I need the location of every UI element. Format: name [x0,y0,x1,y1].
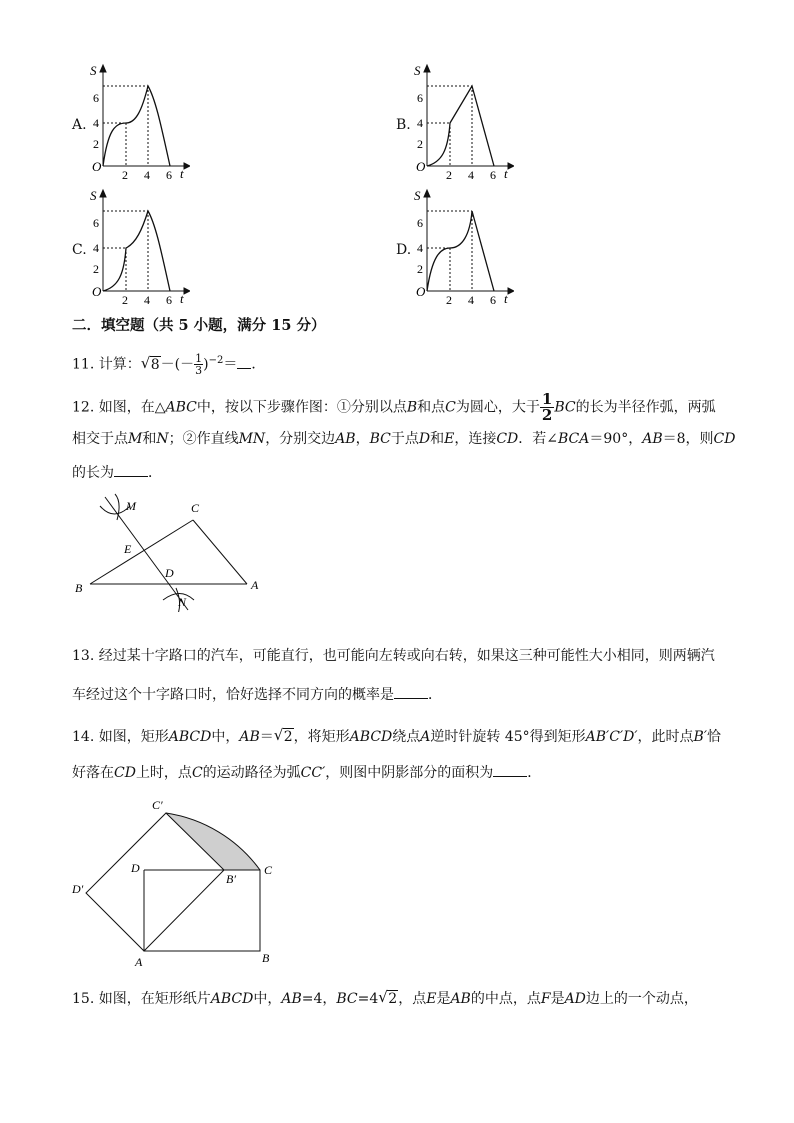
sqrt-2: √ 2 [274,726,294,748]
sqrt-8: √ 8 [141,354,161,376]
svg-text:S: S [414,63,421,78]
svg-text:2: 2 [446,168,452,180]
svg-text:D: D [165,566,174,580]
axis-s-label: S [90,63,97,78]
svg-text:4: 4 [468,293,474,305]
answer-blank-12 [114,476,148,477]
svg-text:6: 6 [490,168,496,180]
question-12-line-2: 相交于点M和N；②作直线MN，分别交边AB，BC于点D和E，连接CD．若∠BCA＝90°，AB＝8，则CD [72,431,736,447]
svg-text:S: S [90,188,97,203]
rectangle-ABCD [144,870,260,951]
question-11: 11. 计算：√ 8－(－ $\frac{1}{3}$ )$^{-2}$＝ ． [72,350,265,376]
origin-label: O [92,159,102,174]
svg-text:4: 4 [144,168,150,180]
svg-text:t: t [504,166,508,180]
figure-14 [68,795,288,970]
shaded-region [166,813,260,870]
fraction-one-third: $\frac{1}{3}$ [195,352,203,378]
sqrt-2-q15: √ 2 [378,988,398,1010]
section-heading: 二．填空题（共 5 小题，满分 15 分） [72,317,326,334]
option-d-label: D. [396,242,412,258]
svg-text:B: B [75,581,83,595]
arc-top-2 [115,494,119,520]
svg-text:O: O [416,159,426,174]
question-15-line-1: 15. 如图，在矩形纸片ABCD中，AB=4，BC=4√ 2，点E是AB的中点，点F是AD边上的一个动点， [72,988,698,1010]
svg-text:B′: B′ [226,872,236,886]
answer-blank-13 [394,698,428,699]
svg-text:C′: C′ [152,798,163,812]
question-12-line-3: 的长为 ． [72,465,162,481]
svg-text:4: 4 [144,293,150,305]
svg-text:D: D [131,861,140,875]
svg-text:C: C [264,863,273,877]
graph-option-c [70,185,190,305]
option-c-label: C. [72,242,87,258]
segment-CA [193,520,247,584]
svg-text:2: 2 [93,262,99,276]
svg-text:4: 4 [417,241,423,255]
svg-text:4: 4 [468,168,474,180]
segment-BC [90,520,193,584]
svg-text:S: S [414,188,421,203]
svg-text:6: 6 [417,216,423,230]
figure-12 [70,492,270,612]
svg-text:t: t [504,291,508,305]
svg-text:A: A [251,578,259,592]
svg-text:6: 6 [93,216,99,230]
svg-text:4: 4 [93,241,99,255]
graph-d-curve [427,211,494,291]
answer-blank-11 [237,368,251,369]
graph-b-curve [427,86,494,166]
svg-text:2: 2 [446,293,452,305]
question-14-line-2: 好落在CD上时，点C的运动路径为弧CC′，则图中阴影部分的面积为 ． [72,765,542,781]
graph-c-curve [103,211,170,291]
svg-text:O: O [92,284,102,299]
svg-text:O: O [416,284,426,299]
svg-text:2: 2 [417,262,423,276]
svg-text:N: N [178,595,187,609]
svg-text:2: 2 [122,168,128,180]
svg-text:4: 4 [417,116,423,130]
svg-text:A: A [135,955,143,969]
svg-text:B: B [262,951,270,965]
svg-text:t: t [180,291,184,305]
option-a-label: A. [72,117,87,133]
graph-a-curve [103,86,170,166]
option-b-label: B. [396,117,411,133]
svg-text:E: E [124,542,132,556]
graph-option-b [394,60,514,180]
question-13-line-1: 13. 经过某十字路口的汽车，可能直行，也可能向左转或向右转，如果这三种可能性大小相同，则两辆汽 [72,648,715,664]
graph-option-d [394,185,514,305]
question-12-line-1: 12. 如图，在△ABC中，按以下步骤作图：①分别以点B和点C为圆心，大于 $\frac{1}{2}$ BC的长为半径作弧，两弧 [72,390,716,424]
graph-option-a [70,60,190,180]
svg-text:M: M [126,499,136,513]
svg-text:6: 6 [166,168,172,180]
svg-text:6: 6 [490,293,496,305]
svg-text:6: 6 [93,91,99,105]
svg-text:6: 6 [417,91,423,105]
svg-text:6: 6 [166,293,172,305]
svg-text:C: C [191,501,200,515]
svg-text:D′: D′ [72,882,84,896]
svg-text:2: 2 [417,137,423,151]
answer-blank-14 [493,776,527,777]
question-14-line-1: 14. 如图，矩形ABCD中，AB＝√ 2，将矩形ABCD绕点A逆时针旋转 45°得到矩形AB′C′D′，此时点B′恰 [72,726,721,748]
axis-t-label: t [180,166,184,180]
question-13-line-2: 车经过这个十字路口时，恰好选择不同方向的概率是 ． [72,687,442,703]
svg-text:2: 2 [122,293,128,305]
svg-text:2: 2 [93,137,99,151]
fraction-one-half: $\frac{1}{2}$ [541,390,553,424]
svg-text:4: 4 [93,116,99,130]
